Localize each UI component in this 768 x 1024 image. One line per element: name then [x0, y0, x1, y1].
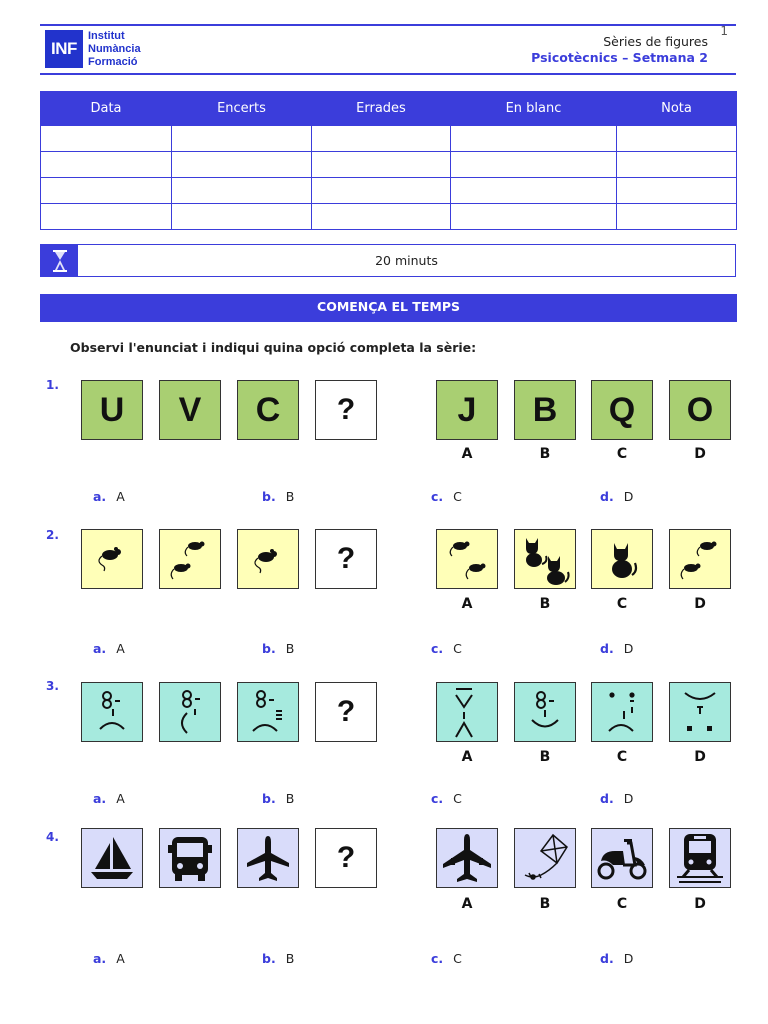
option-tile-a[interactable]	[436, 682, 498, 742]
unknown-tile	[315, 682, 377, 742]
table-cell[interactable]	[617, 178, 737, 204]
table-cell[interactable]	[41, 204, 172, 230]
table-cell[interactable]	[312, 204, 451, 230]
kite-icon	[519, 831, 571, 885]
option-tile-d[interactable]	[669, 828, 731, 888]
answer-text: A	[116, 489, 125, 504]
table-row	[41, 178, 737, 204]
option-label: D	[694, 749, 706, 765]
answer-choice-b[interactable]	[262, 791, 294, 806]
answer-key: b.	[262, 951, 276, 966]
bus-icon	[166, 833, 214, 883]
option-label: C	[616, 446, 628, 462]
timer-box	[40, 244, 736, 277]
series-tile	[237, 529, 299, 589]
answer-text: B	[285, 489, 295, 504]
table-cell[interactable]	[172, 178, 312, 204]
instruction: Observi l'enunciat i indiqui quina opció completa la sèrie:	[70, 340, 477, 355]
question-mark: ?	[336, 695, 356, 728]
option-label: A	[461, 896, 473, 912]
answer-key: d.	[600, 791, 614, 806]
answer-key: c.	[431, 951, 444, 966]
header-title: Psicotècnics – Setmana 2	[531, 50, 708, 65]
option-label: A	[461, 596, 473, 612]
answer-choice-a[interactable]	[93, 951, 125, 966]
unknown-tile	[315, 380, 377, 440]
option-label: B	[539, 596, 551, 612]
answer-key: b.	[262, 641, 276, 656]
face-frown-icon	[87, 687, 137, 737]
answer-choice-d[interactable]	[600, 791, 633, 806]
answer-text: C	[453, 489, 462, 504]
answer-key: a.	[93, 791, 107, 806]
table-cell[interactable]	[41, 178, 172, 204]
score-table	[40, 91, 737, 230]
logo-line: Institut	[88, 30, 125, 42]
face-frown-icon	[243, 687, 293, 737]
answer-text: A	[116, 791, 125, 806]
face-smile-icon	[520, 687, 570, 737]
answer-choice-d[interactable]	[600, 489, 633, 504]
column-header: Nota	[617, 92, 737, 126]
answer-choice-b[interactable]	[262, 489, 294, 504]
option-label: B	[539, 446, 551, 462]
answer-key: d.	[600, 951, 614, 966]
series-letter: V	[178, 390, 202, 429]
sailboat-icon	[87, 833, 137, 883]
answer-key: b.	[262, 791, 276, 806]
answer-text: C	[453, 951, 462, 966]
timer-label: 20 minuts	[375, 253, 438, 268]
option-tile-d[interactable]	[669, 682, 731, 742]
logo-abbr: INF	[51, 39, 77, 58]
answer-choice-a[interactable]	[93, 641, 125, 656]
table-cell[interactable]	[451, 152, 617, 178]
page-number: 1	[720, 24, 728, 38]
answer-key: b.	[262, 489, 276, 504]
answer-choice-c[interactable]	[431, 489, 462, 504]
answer-choice-a[interactable]	[93, 489, 125, 504]
table-cell[interactable]	[617, 204, 737, 230]
option-label: A	[461, 446, 473, 462]
column-header: En blanc	[451, 92, 617, 126]
option-tile-d[interactable]	[669, 529, 731, 589]
unknown-tile	[315, 828, 377, 888]
question-mark: ?	[336, 841, 356, 874]
answer-key: c.	[431, 641, 444, 656]
option-letter: O	[686, 390, 714, 429]
unknown-tile	[315, 529, 377, 589]
answer-choice-c[interactable]	[431, 791, 462, 806]
series-tile	[237, 682, 299, 742]
answer-key: c.	[431, 489, 444, 504]
answer-text: A	[116, 641, 125, 656]
mouse-icon	[248, 539, 288, 579]
face-icon	[442, 685, 492, 739]
logo-line: Formació	[88, 56, 138, 68]
table-cell[interactable]	[41, 126, 172, 152]
option-label: D	[694, 596, 706, 612]
two-mice-icon	[163, 534, 217, 584]
face-frown-icon	[597, 687, 647, 737]
option-label: D	[694, 896, 706, 912]
mouse-icon	[92, 539, 132, 579]
option-label: B	[539, 749, 551, 765]
table-cell[interactable]	[312, 152, 451, 178]
logo	[45, 30, 83, 68]
cat-icon	[602, 537, 642, 581]
answer-choice-d[interactable]	[600, 641, 633, 656]
table-cell[interactable]	[617, 152, 737, 178]
option-tile-a[interactable]	[436, 529, 498, 589]
question-number: 4.	[46, 830, 59, 844]
face-icon	[675, 687, 725, 737]
answer-key: a.	[93, 489, 107, 504]
option-tile-c[interactable]	[591, 529, 653, 589]
option-tile-b[interactable]	[514, 828, 576, 888]
answer-choice-b[interactable]	[262, 641, 294, 656]
answer-text: D	[623, 641, 634, 656]
answer-choice-b[interactable]	[262, 951, 294, 966]
option-label: C	[616, 896, 628, 912]
series-tile	[81, 380, 143, 440]
answer-key: c.	[431, 791, 444, 806]
airplane-icon	[243, 833, 293, 883]
table-row	[41, 204, 737, 230]
question-number: 2.	[46, 528, 59, 542]
two-mice-icon	[673, 534, 727, 584]
series-tile	[81, 529, 143, 589]
series-tile	[237, 828, 299, 888]
answer-choice-d[interactable]	[600, 951, 633, 966]
answer-text: D	[623, 791, 634, 806]
question-number: 3.	[46, 679, 59, 693]
header-subtitle: Sèries de figures	[603, 34, 708, 49]
table-cell[interactable]	[451, 204, 617, 230]
header-bottom-rule	[40, 73, 736, 75]
option-tile-c[interactable]	[591, 828, 653, 888]
table-row	[41, 152, 737, 178]
answer-choice-c[interactable]	[431, 641, 462, 656]
question-number: 1.	[46, 378, 59, 392]
table-cell[interactable]	[312, 126, 451, 152]
option-letter: B	[532, 390, 558, 429]
train-icon	[675, 831, 725, 885]
table-row	[41, 126, 737, 152]
two-cats-icon	[518, 532, 572, 586]
column-header: Encerts	[172, 92, 312, 126]
answer-text: B	[285, 641, 295, 656]
option-tile-b[interactable]	[514, 682, 576, 742]
table-cell[interactable]	[172, 152, 312, 178]
option-tile-c[interactable]	[591, 380, 653, 440]
option-tile-c[interactable]	[591, 682, 653, 742]
answer-text: D	[623, 489, 634, 504]
column-header: Data	[41, 92, 172, 126]
option-letter: J	[457, 390, 477, 429]
series-letter: C	[255, 390, 281, 429]
table-cell[interactable]	[451, 178, 617, 204]
two-mice-icon	[440, 534, 494, 584]
answer-key: a.	[93, 641, 107, 656]
option-tile-a[interactable]	[436, 828, 498, 888]
table-cell[interactable]	[451, 126, 617, 152]
option-label: B	[539, 896, 551, 912]
question-mark: ?	[336, 393, 356, 426]
airplane-icon	[439, 832, 495, 884]
header-top-rule	[40, 24, 736, 26]
option-tile-d[interactable]	[669, 380, 731, 440]
table-cell[interactable]	[41, 152, 172, 178]
series-tile	[81, 828, 143, 888]
scooter-icon	[595, 835, 649, 881]
logo-text	[88, 30, 141, 69]
option-label: C	[616, 749, 628, 765]
answer-text: D	[623, 951, 634, 966]
hourglass-icon	[41, 245, 78, 276]
column-header: Errades	[312, 92, 451, 126]
face-frown-icon	[165, 687, 215, 737]
option-label: D	[694, 446, 706, 462]
answer-text: C	[453, 641, 462, 656]
answer-choice-c[interactable]	[431, 951, 462, 966]
option-tile-a[interactable]	[436, 380, 498, 440]
option-tile-b[interactable]	[514, 380, 576, 440]
series-tile	[159, 828, 221, 888]
score-table-header	[41, 92, 737, 126]
table-cell[interactable]	[312, 178, 451, 204]
series-tile	[159, 682, 221, 742]
option-label: A	[461, 749, 473, 765]
answer-key: a.	[93, 951, 107, 966]
question-mark: ?	[336, 542, 356, 575]
answer-choice-a[interactable]	[93, 791, 125, 806]
answer-text: B	[285, 951, 295, 966]
series-tile	[159, 529, 221, 589]
series-tile	[237, 380, 299, 440]
logo-line: Numància	[88, 43, 141, 55]
answer-key: d.	[600, 489, 614, 504]
answer-text: B	[285, 791, 295, 806]
table-cell[interactable]	[172, 126, 312, 152]
start-banner: COMENÇA EL TEMPS	[40, 294, 737, 322]
table-cell[interactable]	[617, 126, 737, 152]
answer-text: C	[453, 791, 462, 806]
option-letter: Q	[608, 390, 636, 429]
table-cell[interactable]	[172, 204, 312, 230]
series-tile	[81, 682, 143, 742]
series-letter: U	[99, 390, 125, 429]
answer-key: d.	[600, 641, 614, 656]
answer-text: A	[116, 951, 125, 966]
option-label: C	[616, 596, 628, 612]
option-tile-b[interactable]	[514, 529, 576, 589]
series-tile	[159, 380, 221, 440]
